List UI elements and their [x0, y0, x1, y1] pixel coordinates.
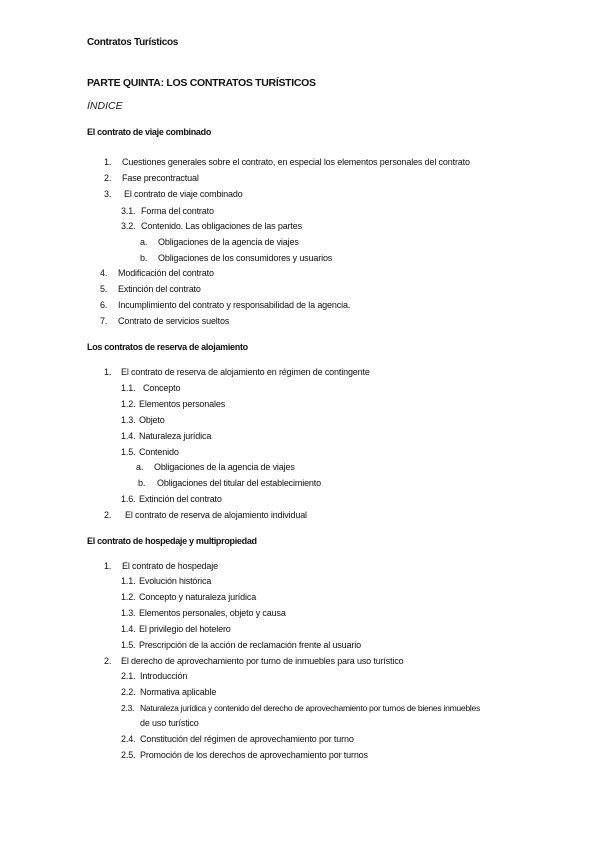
toc-number: 1.6. [121, 494, 136, 504]
toc-entry [104, 656, 404, 666]
toc-text: Promoción de los derechos de aprovechamiento por turnos [140, 750, 368, 760]
toc-number: 2.4. [121, 734, 136, 744]
toc-text: Concepto [143, 383, 181, 393]
toc-text: Obligaciones del titular del establecimiento [157, 478, 321, 488]
toc-text: de uso turístico [140, 718, 199, 728]
part-title: PARTE QUINTA: LOS CONTRATOS TURÍSTICOS [87, 77, 316, 89]
toc-entry [121, 592, 256, 602]
toc-number: 1.1. [121, 576, 136, 586]
toc-entry-continuation [140, 718, 199, 728]
toc-number: 2.2. [121, 687, 136, 697]
toc-number: 7. [100, 316, 108, 326]
toc-entry [104, 173, 199, 183]
toc-text: Naturaleza jurídica [139, 431, 212, 441]
toc-number: 2. [104, 510, 112, 520]
toc-text: Fase precontractual [122, 173, 199, 183]
toc-number: a. [140, 237, 148, 247]
toc-number: 1.4. [121, 431, 136, 441]
toc-number: 2.5. [121, 750, 136, 760]
toc-text: El contrato de reserva de alojamiento individual [125, 510, 307, 520]
toc-entry [121, 608, 286, 618]
toc-entry [104, 367, 370, 377]
toc-text: El contrato de viaje combinado [124, 189, 243, 199]
toc-text: Contenido. Las obligaciones de las partes [141, 221, 302, 231]
toc-entry [136, 462, 295, 472]
toc-text: Obligaciones de la agencia de viajes [158, 237, 299, 247]
toc-number: 2.3. [121, 703, 135, 713]
toc-number: 2. [104, 173, 112, 183]
toc-text: Extinción del contrato [118, 284, 201, 294]
toc-entry [100, 316, 229, 326]
toc-text: Naturaleza jurídica y contenido del derecho de aprovechamiento por turnos de bienes inmuebles [140, 703, 480, 713]
toc-number: 6. [100, 300, 108, 310]
toc-entry [104, 189, 243, 199]
toc-entry [100, 300, 350, 310]
toc-entry [104, 157, 470, 167]
toc-number: 1.2. [121, 399, 136, 409]
toc-entry [104, 510, 307, 520]
section-heading: Los contratos de reserva de alojamiento [87, 342, 248, 352]
toc-text: Incumplimiento del contrato y responsabilidad de la agencia. [118, 300, 351, 310]
toc-number: 1.3. [121, 608, 136, 618]
toc-number: b. [140, 253, 148, 263]
section-heading: El contrato de viaje combinado [87, 127, 212, 137]
toc-text: Prescripción de la acción de reclamación frente al usuario [139, 640, 361, 650]
toc-number: 2.1. [121, 671, 136, 681]
toc-entry [121, 671, 187, 681]
toc-entry [121, 415, 165, 425]
toc-entry [121, 431, 211, 441]
toc-text: El derecho de aprovechamiento por turno de inmuebles para uso turístico [121, 656, 404, 666]
toc-entry [121, 494, 222, 504]
toc-entry [140, 253, 332, 263]
toc-text: Evolución histórica [139, 576, 212, 586]
toc-entry [138, 478, 321, 488]
toc-text: Contenido [139, 447, 179, 457]
toc-text: Objeto [139, 415, 165, 425]
toc-entry [121, 687, 216, 697]
toc-number: 1.2. [121, 592, 136, 602]
toc-text: Modificación del contrato [118, 268, 214, 278]
toc-entry [121, 206, 214, 216]
toc-number: 1. [104, 561, 112, 571]
toc-entry [104, 561, 218, 571]
toc-text: Contrato de servicios sueltos [118, 316, 230, 326]
index-title: ÍNDICE [87, 100, 123, 112]
toc-number: 1.5. [121, 640, 136, 650]
toc-entry [121, 750, 368, 760]
toc-text: Obligaciones de la agencia de viajes [154, 462, 295, 472]
toc-text: Forma del contrato [141, 206, 214, 216]
toc-entry [140, 237, 299, 247]
toc-number: a. [136, 462, 144, 472]
toc-number: 4. [100, 268, 108, 278]
toc-number: 1.3. [121, 415, 136, 425]
toc-entry [121, 383, 180, 393]
toc-number: 3. [104, 189, 112, 199]
toc-text: Extinción del contrato [139, 494, 222, 504]
toc-entry [121, 221, 302, 231]
toc-number: 3.1. [121, 206, 136, 216]
toc-entry [121, 703, 480, 713]
toc-text: Concepto y naturaleza jurídica [139, 592, 257, 602]
toc-text: Introducción [140, 671, 188, 681]
toc-entry [121, 399, 225, 409]
toc-text: Cuestiones generales sobre el contrato, en especial los elementos personales del contrato [122, 157, 470, 167]
running-header: Contratos Turísticos [87, 37, 179, 48]
toc-entry [121, 576, 211, 586]
toc-entry [100, 284, 201, 294]
toc-text: El contrato de reserva de alojamiento en régimen de contingente [121, 367, 370, 377]
toc-text: El privilegio del hotelero [139, 624, 231, 634]
toc-number: 1.5. [121, 447, 136, 457]
toc-number: 1.4. [121, 624, 136, 634]
toc-number: 1. [104, 367, 112, 377]
toc-entry [121, 640, 361, 650]
toc-number: b. [138, 478, 146, 488]
toc-entry [121, 447, 179, 457]
toc-number: 5. [100, 284, 108, 294]
toc-number: 2. [104, 656, 112, 666]
toc-entry [100, 268, 214, 278]
toc-number: 3.2. [121, 221, 136, 231]
toc-text: Obligaciones de los consumidores y usuarios [158, 253, 333, 263]
toc-number: 1. [104, 157, 112, 167]
toc-number: 1.1. [121, 383, 136, 393]
toc-text: Normativa aplicable [140, 687, 217, 697]
toc-entry [121, 624, 231, 634]
toc-text: Elementos personales, objeto y causa [139, 608, 286, 618]
toc-entry [121, 734, 354, 744]
toc-text: Elementos personales [139, 399, 226, 409]
section-heading: El contrato de hospedaje y multipropiedad [87, 536, 257, 546]
toc-text: Constitución del régimen de aprovechamiento por turno [140, 734, 354, 744]
toc-text: El contrato de hospedaje [122, 561, 218, 571]
